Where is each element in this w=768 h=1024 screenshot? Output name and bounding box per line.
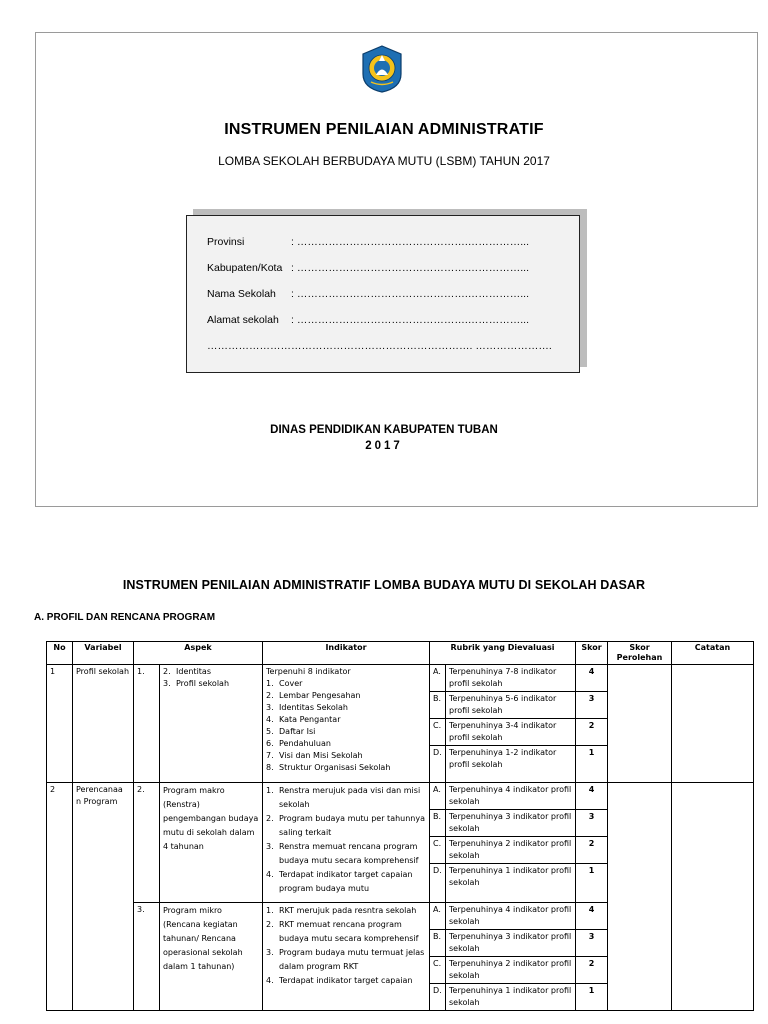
cell-catatan <box>672 783 754 1011</box>
cell-skor-perolehan <box>608 665 672 783</box>
cell-aspek-no: 2. <box>134 783 160 903</box>
list-number: 4. <box>266 976 274 985</box>
skor-value: 2 <box>576 957 608 984</box>
list-text: Daftar Isi <box>279 727 316 736</box>
list-text: Renstra memuat rencana program budaya mutu secara komprehensif <box>279 842 419 865</box>
list-text: Struktur Organisasi Sekolah <box>279 763 391 772</box>
list-number: 1. <box>266 906 274 915</box>
cell-aspek: Program mikro (Rencana kegiatan tahunan/ Rencana operasional sekolah dalam 1 tahunan) <box>160 903 263 1011</box>
rubrik-letter: C. <box>430 957 446 984</box>
cell-indikator <box>263 665 430 783</box>
list-text: Lembar Pengesahan <box>279 691 361 700</box>
rubrik-letter: D. <box>430 864 446 903</box>
list-text: Program budaya mutu termuat jelas dalam program RKT <box>279 948 425 971</box>
skor-value: 2 <box>576 719 608 746</box>
list-number: 2. <box>266 814 274 823</box>
rubrik-text: Terpenuhinya 2 indikator profil sekolah <box>446 957 576 984</box>
list-number: 3. <box>266 842 274 851</box>
rubrik-text: Terpenuhinya 3 indikator profil sekolah <box>446 810 576 837</box>
list-text: RKT merujuk pada resntra sekolah <box>279 906 417 915</box>
header-skor: Skor <box>576 642 608 665</box>
skor-value: 4 <box>576 665 608 692</box>
list-text: Renstra merujuk pada visi dan misi sekolah <box>279 786 421 809</box>
list-number: 8. <box>266 763 274 772</box>
list-number: 4. <box>266 715 274 724</box>
list-text: RKT memuat rencana program budaya mutu secara komprehensif <box>279 920 419 943</box>
identity-form <box>186 215 580 373</box>
rubrik-letter: A. <box>430 903 446 930</box>
rubrik-letter: A. <box>430 665 446 692</box>
header-aspek: Aspek <box>134 642 263 665</box>
header-skor-perolehan: Skor Perolehan <box>608 642 672 665</box>
form-label: Provinsi <box>207 236 245 248</box>
list-text: Identitas Sekolah <box>279 703 348 712</box>
cover-subtitle: LOMBA SEKOLAH BERBUDAYA MUTU (LSBM) TAHUN 2017 <box>218 154 550 168</box>
rubrik-letter: A. <box>430 783 446 810</box>
agency-name: DINAS PENDIDIKAN KABUPATEN TUBAN <box>270 424 498 436</box>
table-row <box>47 783 754 810</box>
list-number: 2. <box>163 667 171 676</box>
form-label: Nama Sekolah <box>207 288 276 300</box>
cell-variabel: Profil sekolah <box>73 665 134 783</box>
cell-variabel: Perencanaa n Program <box>73 783 134 1011</box>
rubrik-text: Terpenuhinya 3 indikator profil sekolah <box>446 930 576 957</box>
list-text: Profil sekolah <box>176 679 230 688</box>
header-rubrik: Rubrik yang Dievaluasi <box>430 642 576 665</box>
rubrik-letter: B. <box>430 930 446 957</box>
form-dots: : ………………………………………….……………... <box>291 288 530 300</box>
rubrik-text: Terpenuhinya 5-6 indikator profil sekolah <box>446 692 576 719</box>
skor-value: 3 <box>576 930 608 957</box>
rubrik-letter: D. <box>430 746 446 783</box>
header-variabel: Variabel <box>73 642 134 665</box>
assessment-table <box>46 641 754 1011</box>
skor-value: 2 <box>576 837 608 864</box>
rubrik-text: Terpenuhinya 1 indikator profil sekolah <box>446 864 576 903</box>
rubrik-text: Terpenuhinya 1-2 indikator profil sekolah <box>446 746 576 783</box>
list-text: Kata Pengantar <box>279 715 341 724</box>
list-number: 3. <box>266 948 274 957</box>
form-dots: …………………………………………………………………. …………………. <box>207 340 552 352</box>
list-number: 5. <box>266 727 274 736</box>
form-row-nama-sekolah <box>207 288 529 300</box>
form-dots: : ………………………………………….……………... <box>291 236 530 248</box>
form-row-kabupaten <box>207 262 529 274</box>
indikator-heading: Terpenuhi 8 indikator <box>266 667 351 676</box>
list-text: Visi dan Misi Sekolah <box>279 751 363 760</box>
rubrik-letter: B. <box>430 810 446 837</box>
cell-aspek-no: 1. <box>134 665 160 783</box>
rubrik-letter: D. <box>430 984 446 1011</box>
rubrik-letter: C. <box>430 837 446 864</box>
list-number: 3. <box>163 679 171 688</box>
list-number: 6. <box>266 739 274 748</box>
skor-value: 4 <box>576 783 608 810</box>
rubrik-text: Terpenuhinya 3-4 indikator profil sekolah <box>446 719 576 746</box>
cell-aspek-no: 3. <box>134 903 160 1011</box>
list-number: 2. <box>266 691 274 700</box>
list-text: Pendahuluan <box>279 739 331 748</box>
cover-year: 2017 <box>365 440 403 452</box>
form-row-extra <box>207 340 552 352</box>
cell-aspek <box>160 665 263 783</box>
form-label: Alamat sekolah <box>207 314 279 326</box>
list-number: 1. <box>266 679 274 688</box>
cell-no: 2 <box>47 783 73 1011</box>
cell-skor-perolehan <box>608 783 672 1011</box>
cell-no: 1 <box>47 665 73 783</box>
skor-value: 3 <box>576 810 608 837</box>
header-catatan: Catatan <box>672 642 754 665</box>
cell-aspek: Program makro (Renstra) pengembangan budaya mutu di sekolah dalam 4 tahunan <box>160 783 263 903</box>
rubrik-text: Terpenuhinya 7-8 indikator profil sekolah <box>446 665 576 692</box>
form-row-alamat <box>207 314 529 326</box>
rubrik-text: Terpenuhinya 4 indikator profil sekolah <box>446 903 576 930</box>
list-number: 7. <box>266 751 274 760</box>
list-text: Program budaya mutu per tahunnya saling terkait <box>279 814 426 837</box>
document-title: INSTRUMEN PENILAIAN ADMINISTRATIF LOMBA BUDAYA MUTU DI SEKOLAH DASAR <box>122 578 646 592</box>
tut-wuri-handayani-logo <box>357 44 407 94</box>
rubrik-letter: C. <box>430 719 446 746</box>
skor-value: 3 <box>576 692 608 719</box>
cover-title: INSTRUMEN PENILAIAN ADMINISTRATIF <box>224 121 544 138</box>
section-heading: A. PROFIL DAN RENCANA PROGRAM <box>34 612 216 623</box>
list-number: 4. <box>266 870 274 879</box>
cell-catatan <box>672 665 754 783</box>
table-row <box>47 665 754 692</box>
rubrik-letter: B. <box>430 692 446 719</box>
list-number: 2. <box>266 920 274 929</box>
list-text: Identitas <box>176 667 211 676</box>
rubrik-text: Terpenuhinya 1 indikator profil sekolah <box>446 984 576 1011</box>
list-text: Terdapat indikator target capaian program budaya mutu <box>279 870 413 893</box>
header-indikator: Indikator <box>263 642 430 665</box>
form-dots: : ………………………………………….……………... <box>291 262 530 274</box>
skor-value: 4 <box>576 903 608 930</box>
list-number: 1. <box>266 786 274 795</box>
form-row-provinsi <box>207 236 529 248</box>
list-text: Terdapat indikator target capaian <box>279 976 413 985</box>
form-label: Kabupaten/Kota <box>207 262 283 274</box>
cell-indikator <box>263 783 430 903</box>
list-text: Cover <box>279 679 303 688</box>
skor-value: 1 <box>576 864 608 903</box>
rubrik-text: Terpenuhinya 2 indikator profil sekolah <box>446 837 576 864</box>
skor-value: 1 <box>576 984 608 1011</box>
cell-indikator <box>263 903 430 1011</box>
rubrik-text: Terpenuhinya 4 indikator profil sekolah <box>446 783 576 810</box>
skor-value: 1 <box>576 746 608 783</box>
header-no: No <box>47 642 73 665</box>
table-header-row <box>47 642 754 665</box>
list-number: 3. <box>266 703 274 712</box>
form-dots: : ………………………………………….……………... <box>291 314 530 326</box>
